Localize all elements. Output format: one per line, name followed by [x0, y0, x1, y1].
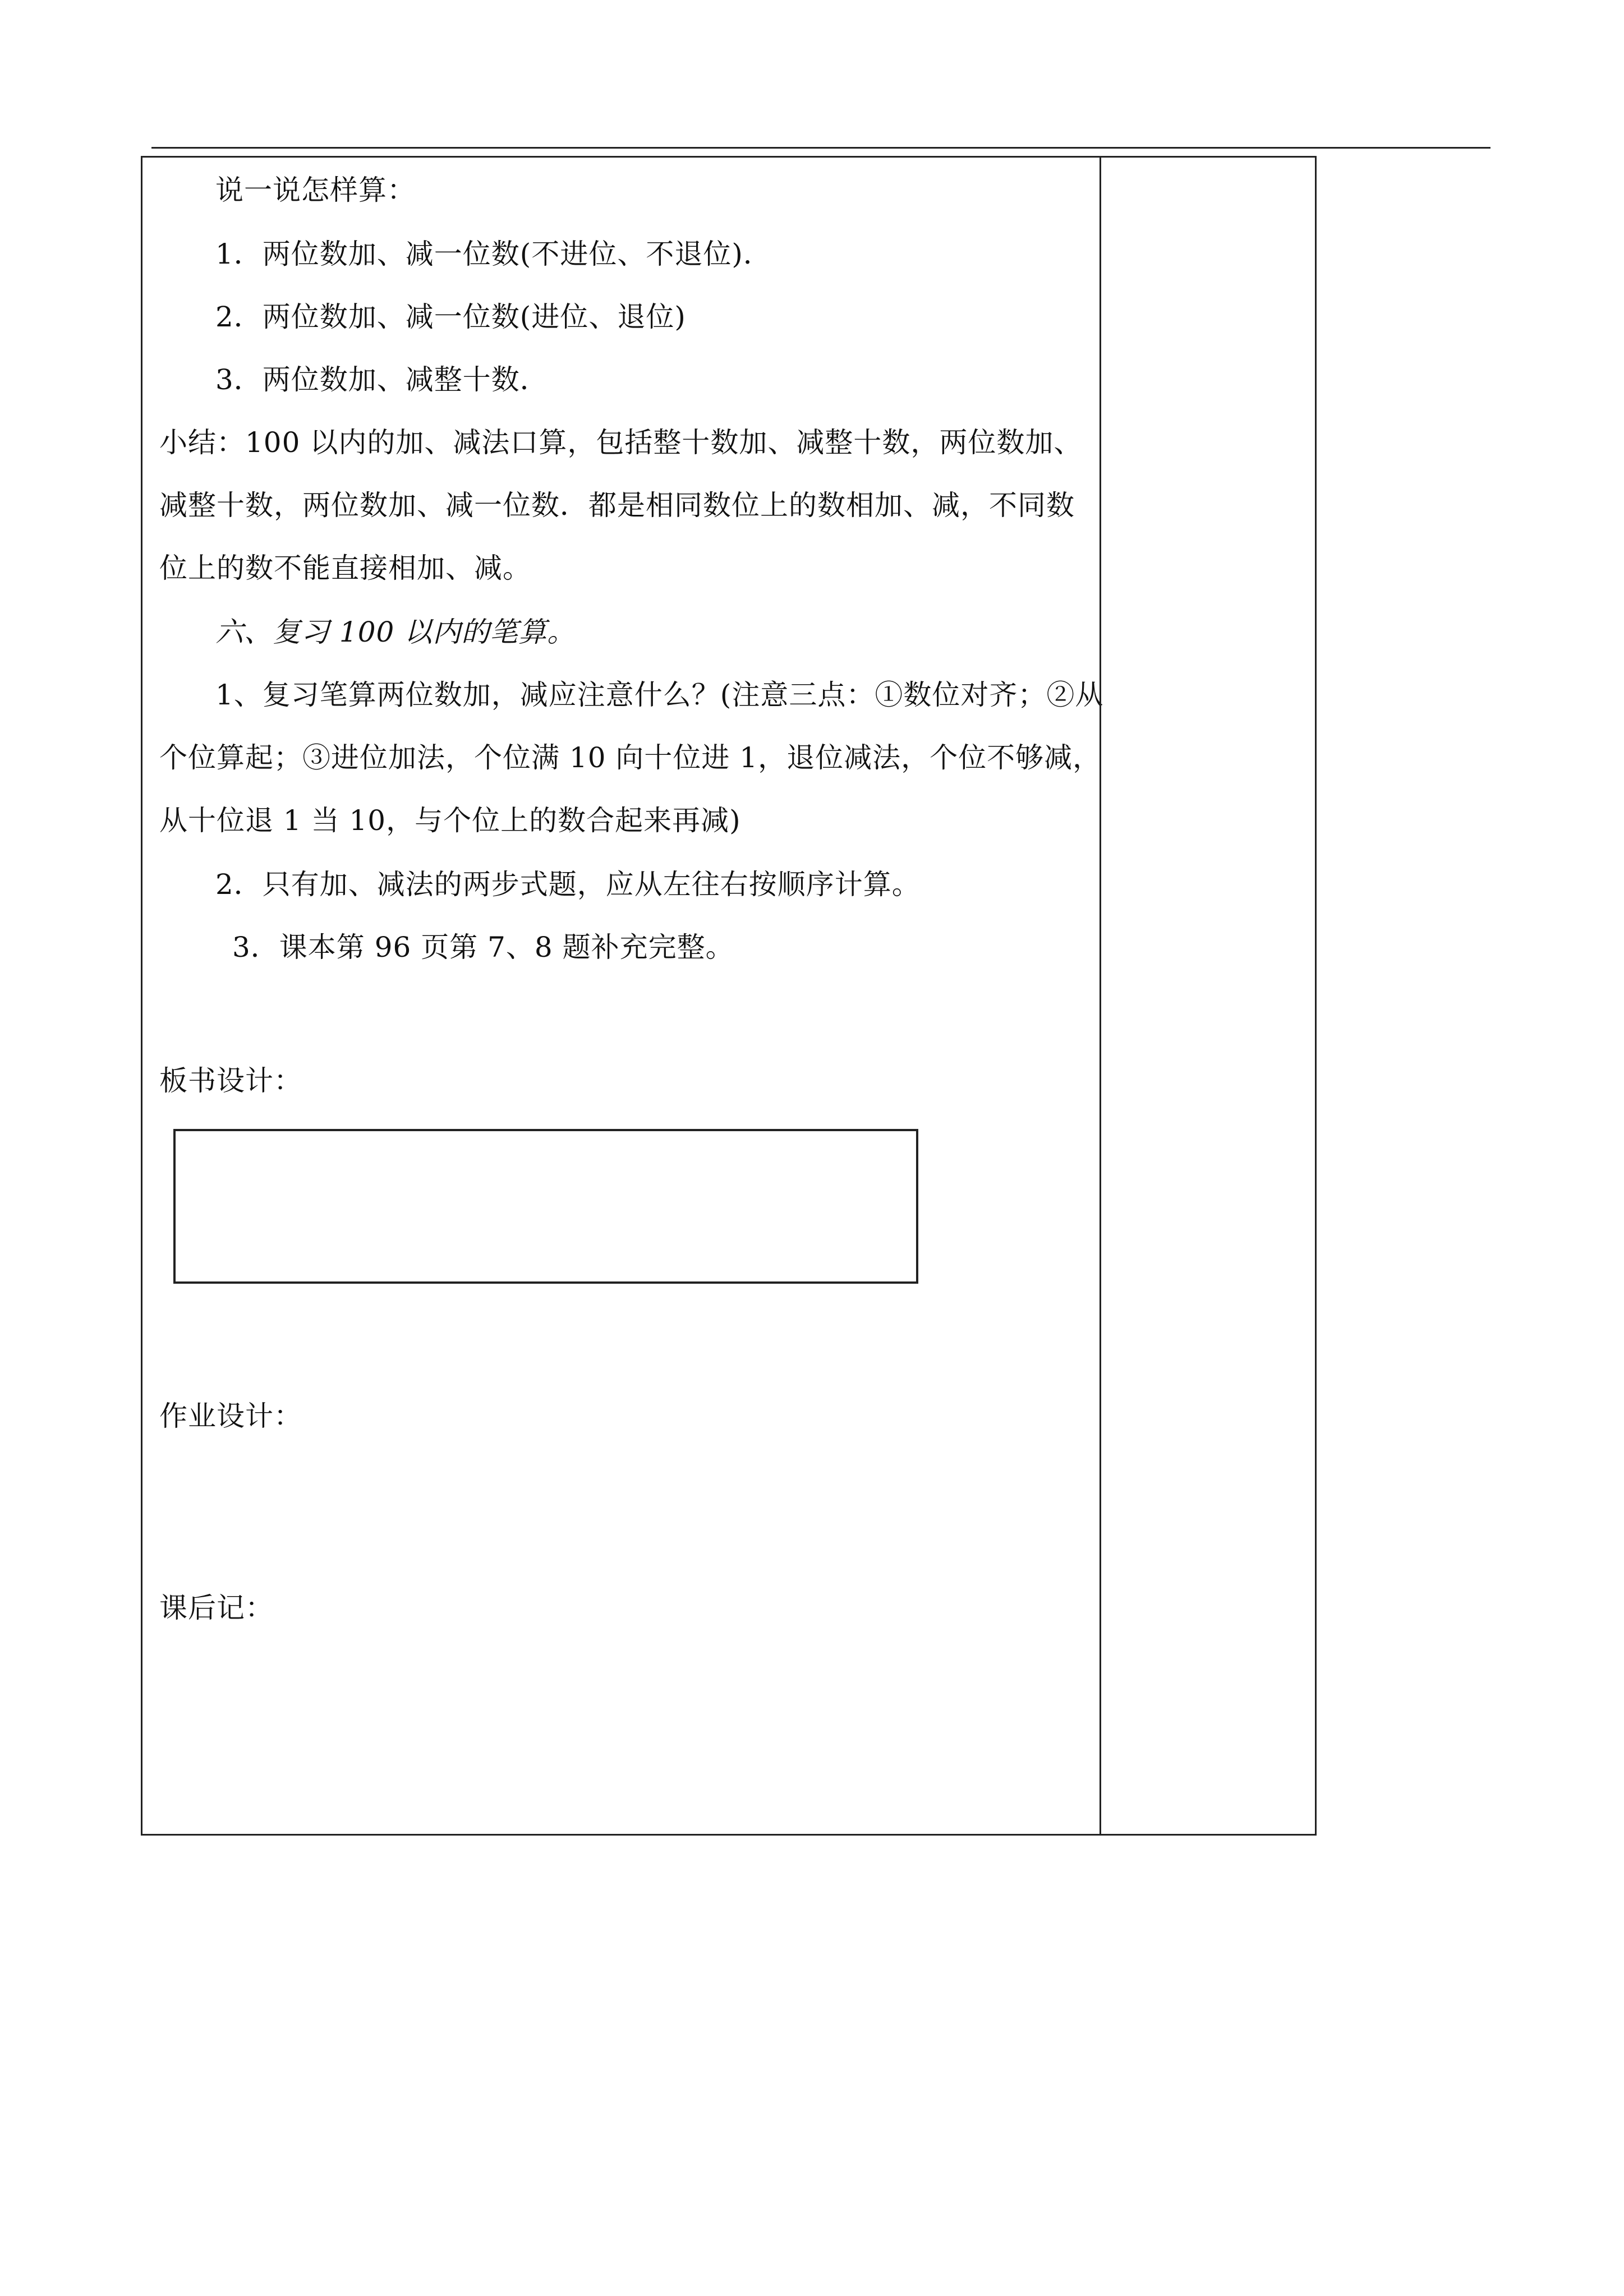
section-heading: 六、复习 100 以内的笔算。	[215, 616, 576, 648]
homework-label: 作业设计：	[159, 1400, 302, 1432]
header-rule	[151, 147, 1490, 149]
text-line: 2．只有加、减法的两步式题，应从左往右按顺序计算。	[215, 868, 921, 901]
text-line: 1、复习笔算两位数加，减应注意什么？(注意三点：①数位对齐；②从	[215, 679, 1104, 711]
text-line: 说一说怎样算：	[215, 174, 416, 206]
lesson-plan-table	[141, 156, 1317, 1836]
lesson-content-cell	[142, 158, 1104, 1834]
board-design-box	[173, 1129, 918, 1284]
text-line: 个位算起；③进位加法，个位满 10 向十位进 1，退位减法，个位不够减，	[159, 741, 1102, 774]
text-line: 1．两位数加、减一位数(不进位、不退位)．	[215, 238, 772, 270]
text-line: 位上的数不能直接相加、减。	[159, 552, 531, 584]
after-class-notes-label: 课后记：	[159, 1592, 274, 1624]
text-line: 减整十数，两位数加、减一位数．都是相同数位上的数相加、减，不同数	[159, 489, 1075, 522]
text-line: 3．两位数加、减整十数．	[215, 363, 549, 396]
text-line: 从十位退 1 当 10，与个位上的数合起来再减)	[159, 804, 741, 837]
board-design-label: 板书设计：	[159, 1064, 302, 1097]
text-line: 小结：100 以内的加、减法口算，包括整十数加、减整十数，两位数加、	[159, 426, 1083, 459]
text-line: 3．课本第 96 页第 7、8 题补充完整。	[232, 931, 734, 963]
notes-cell	[1101, 158, 1315, 1834]
text-line: 2．两位数加、减一位数(进位、退位)	[215, 301, 686, 333]
